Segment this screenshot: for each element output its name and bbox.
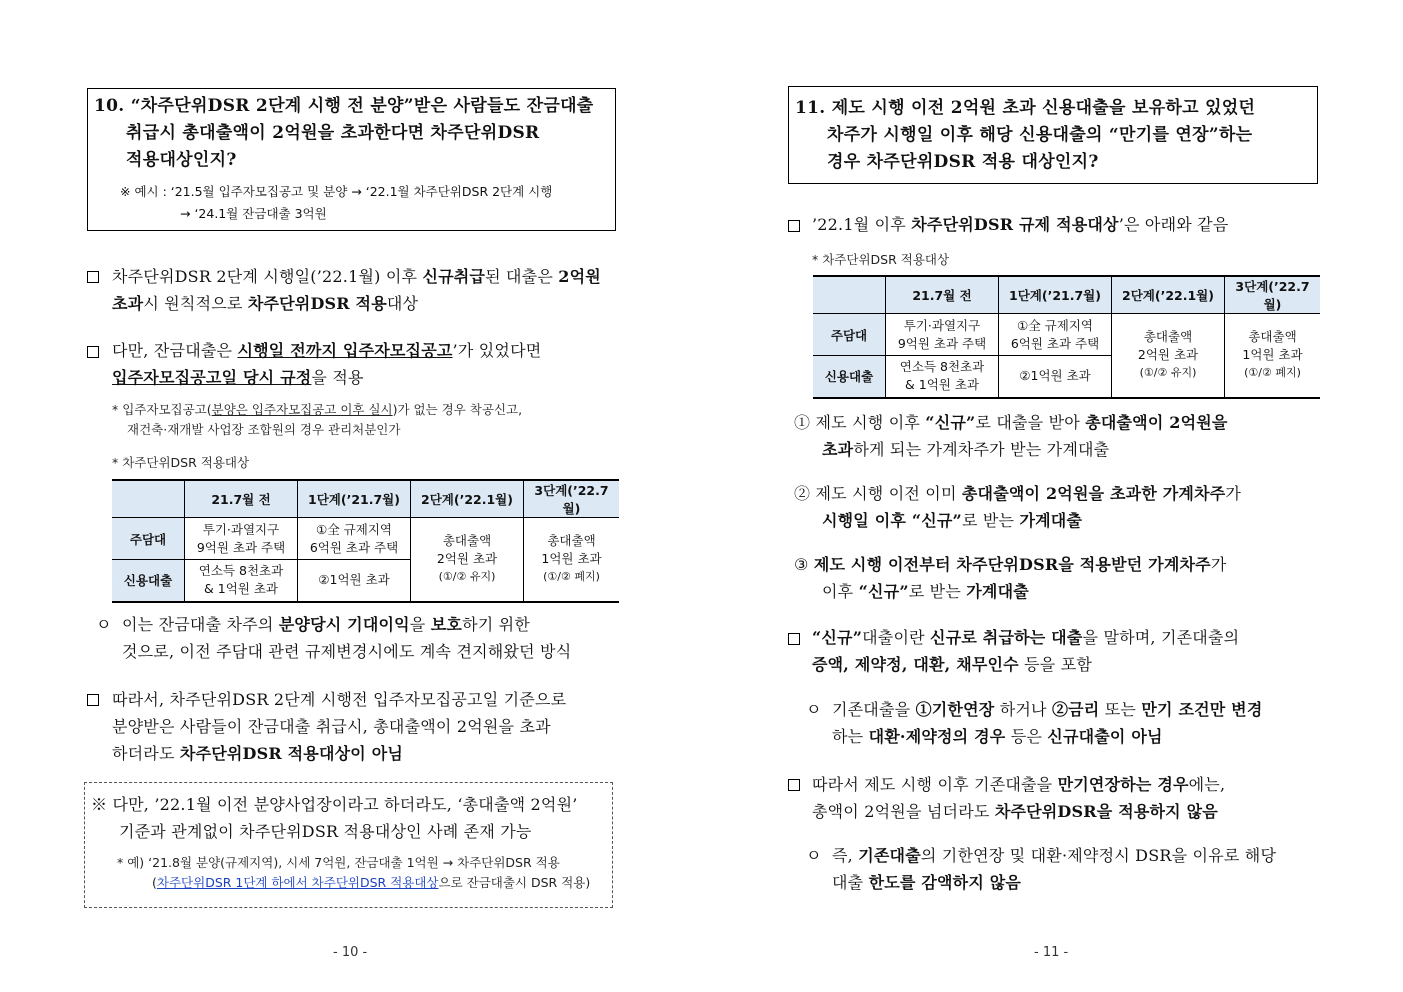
question-title-line: 경우 차주단위DSR 적용 대상인지? xyxy=(827,152,1099,172)
table-cell: 총대출액 2억원 초과 (①/② 유지) xyxy=(411,518,524,602)
page-number: - 10 - xyxy=(333,945,368,960)
page-left xyxy=(0,0,701,992)
paragraph-3: 기존대출을 ①기한연장 하거나 ②금리 또는 만기 조건만 변경 하는 대환·제약정의 경우 등은 신규대출이 아님 xyxy=(832,700,1263,746)
table-cell: 투기·과열지구 9억원 초과 주택 xyxy=(185,518,298,560)
row-label: 신용대출 xyxy=(813,356,886,398)
paragraph-5: 즉, 기존대출의 기한연장 및 대환·제약정시 DSR을 이유로 해당 대출 한도를 감액하지 않음 xyxy=(832,846,1277,892)
paragraph-2: “신규”대출이란 신규로 취급하는 대출을 말하며, 기존대출의 증액, 제약정, 대환, 채무인수 등을 포함 xyxy=(812,628,1240,674)
paragraph-4: 따라서 제도 시행 이후 기존대출을 만기연장하는 경우에는, 총액이 2억원을 넘더라도 차주단위DSR을 적용하지 않음 xyxy=(812,775,1226,821)
table-cell: 투기·과열지구 9억원 초과 주택 xyxy=(886,314,999,356)
table-cell: 연소득 8천초과 & 1억원 초과 xyxy=(185,560,298,602)
page-right xyxy=(702,0,1403,992)
circle-bullet: ㅇ xyxy=(806,846,822,865)
question-title-line: 11. 제도 시행 이전 2억원 초과 신용대출을 보유하고 있었던 xyxy=(795,98,1256,118)
footnote-1: * 입주자모집공고(분양은 입주자모집공고 이후 실시)가 없는 경우 착공신고, 재건축·재개발 사업장 조합원의 경우 관리처분인가 xyxy=(112,402,523,437)
question-title-line: 취급시 총대출액이 2억원을 초과한다면 차주단위DSR xyxy=(126,123,540,143)
numbered-item-1: ① 제도 시행 이후 “신규”로 대출을 받아 총대출액이 2억원을 초과하게 되는 가계차주가 받는 가계대출 xyxy=(794,413,1228,459)
checkbox-bullet xyxy=(87,694,99,706)
table-cell: 총대출액 2억원 초과 (①/② 유지) xyxy=(1112,314,1225,398)
table-caption: * 차주단위DSR 적용대상 xyxy=(112,455,250,470)
checkbox-bullet xyxy=(87,271,99,283)
table-header: 2단계(’22.1월) xyxy=(411,480,524,518)
checkbox-bullet xyxy=(788,220,800,232)
table-cell: ②1억원 초과 xyxy=(999,356,1112,398)
numbered-item-3: ③ 제도 시행 이전부터 차주단위DSR을 적용받던 가계차주가 이후 “신규”로 받는 가계대출 xyxy=(794,555,1227,601)
exception-note-box: ※ 다만, ’22.1월 이전 분양사업장이라고 하더라도, ‘총대출액 2억원’ 기준과 관계없이 차주단위DSR 적용대상인 사례 존재 가능 * 예) ‘21.8월 분양(규제지역), 시세 7억원, 잔금대출 1억원 → 차주단위DSR 적용 (차주단위DSR 1단계 하에서 차주단위DSR 적용대상으로 잔금대출시 DSR 적용) xyxy=(84,782,613,908)
table-cell: ①全 규제지역 6억원 초과 주택 xyxy=(298,518,411,560)
table-caption: * 차주단위DSR 적용대상 xyxy=(812,252,950,267)
checkbox-bullet xyxy=(788,779,800,791)
paragraph-1: ’22.1월 이후 차주단위DSR 규제 적용대상’은 아래와 같음 xyxy=(812,215,1229,234)
question-box-10 xyxy=(87,88,616,231)
table-cell: ②1억원 초과 xyxy=(298,560,411,602)
paragraph-2: 다만, 잔금대출은 시행일 전까지 입주자모집공고’가 있었다면 입주자모집공고일 당시 규정을 적용 xyxy=(112,341,542,387)
table-header: 1단계(’21.7월) xyxy=(298,480,411,518)
table-cell: ①全 규제지역 6억원 초과 주택 xyxy=(999,314,1112,356)
question-title-line: 차주가 시행일 이후 해당 신용대출의 “만기를 연장”하는 xyxy=(827,125,1253,145)
dsr-table-left xyxy=(112,479,619,603)
table-header xyxy=(112,480,185,518)
checkbox-bullet xyxy=(87,346,99,358)
circle-bullet: ㅇ xyxy=(96,615,112,634)
example-note: ※ 예시 : ‘21.5월 입주자모집공고 및 분양 → ‘22.1월 차주단위DSR 2단계 시행 → ‘24.1월 잔금대출 3억원 xyxy=(120,184,553,221)
table-header: 1단계(’21.7월) xyxy=(999,276,1112,314)
numbered-item-2: ② 제도 시행 이전 이미 총대출액이 2억원을 초과한 가계차주가 시행일 이후 “신규”로 받는 가계대출 xyxy=(794,484,1242,530)
question-title-line: 10. “차주단위DSR 2단계 시행 전 분양”받은 사람들도 잔금대출 xyxy=(94,96,594,116)
page-number: - 11 - xyxy=(1034,945,1069,960)
circle-bullet: ㅇ xyxy=(806,700,822,719)
row-label: 신용대출 xyxy=(112,560,185,602)
question-title-line: 적용대상인지? xyxy=(126,150,237,170)
table-header xyxy=(813,276,886,314)
paragraph-3: 이는 잔금대출 차주의 분양당시 기대이익을 보호하기 위한 것으로, 이전 주담대 관련 규제변경시에도 계속 견지해왔던 방식 xyxy=(122,615,572,661)
row-label: 주담대 xyxy=(112,518,185,560)
checkbox-bullet xyxy=(788,633,800,645)
table-header: 2단계(’22.1월) xyxy=(1112,276,1225,314)
dsr-table-right xyxy=(813,275,1320,399)
table-cell: 연소득 8천초과 & 1억원 초과 xyxy=(886,356,999,398)
table-cell: 총대출액 1억원 초과 (①/② 폐지) xyxy=(1225,314,1321,398)
table-header: 3단계(’22.7월) xyxy=(1225,276,1321,314)
question-box-11 xyxy=(788,86,1318,184)
table-header: 21.7월 전 xyxy=(886,276,999,314)
table-header: 21.7월 전 xyxy=(185,480,298,518)
paragraph-1: 차주단위DSR 2단계 시행일(’22.1월) 이후 신규취급된 대출은 2억원 초과시 원칙적으로 차주단위DSR 적용대상 xyxy=(112,267,601,313)
paragraph-4: 따라서, 차주단위DSR 2단계 시행전 입주자모집공고일 기준으로 분양받은 사람들이 잔금대출 취급시, 총대출액이 2억원을 초과 하더라도 차주단위DSR 적용대상이 아님 xyxy=(112,690,567,763)
table-header: 3단계(’22.7월) xyxy=(524,480,620,518)
table-cell: 총대출액 1억원 초과 (①/② 폐지) xyxy=(524,518,620,602)
row-label: 주담대 xyxy=(813,314,886,356)
